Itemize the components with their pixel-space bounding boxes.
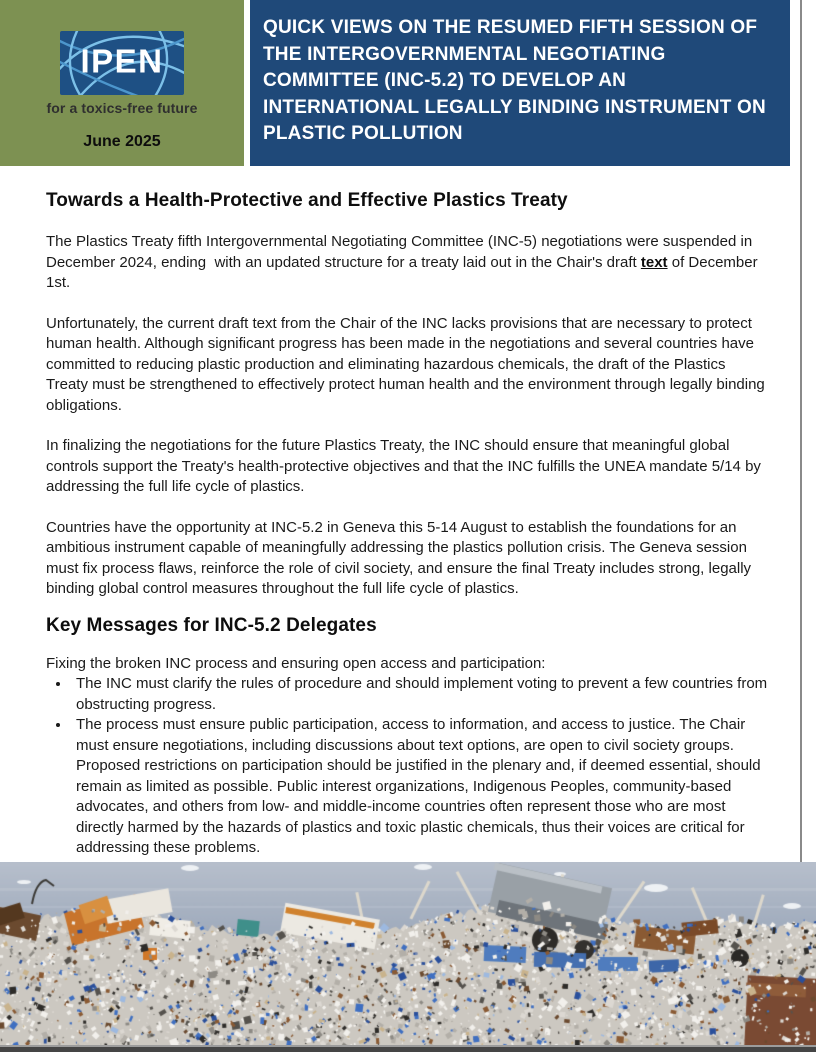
paragraph-unea-mandate: In finalizing the negotiations for the future Plastics Treaty, the INC should ensure that meaningful global controls support the Treaty's health-protective objectives and that the INC fulfills the UNEA mandate 5/14 by addressing the full life cycle of plastics. [46,437,761,495]
section-heading-treaty: Towards a Health-Protective and Effective Plastics Treaty [46,190,568,211]
paragraph-draft-lacks-provisions: Unfortunately, the current draft text from the Chair of the INC lacks provisions that are necessary to protect human health. Although significant progress has been made in the negotiations and several countries have committed to reducing plastic production and eliminating hazardous chemicals, the draft of the Plastics Treaty must be strengthened to effectively protect human health and the environment through legally binding obligations. [46,314,765,414]
ipen-logo [60,31,184,95]
bullet-list-intro: Fixing the broken INC process and ensuring open access and participation: [46,654,546,672]
paragraph-inc5-suspension [46,232,770,294]
key-messages-list [46,674,770,859]
document-title: QUICK VIEWS ON THE RESUMED FIFTH SESSION OF THE INTERGOVERNMENTAL NEGOTIATING COMMITTEE (INC-5.2) TO DEVELOP AN INTERNATIONAL LEGALLY BINDING INSTRUMENT ON PLASTIC POLLUTION [263,17,766,144]
issue-date: June 2025 [83,133,161,150]
list-item-public-participation: • The process must ensure public participation, access to information, and access to justice. The Chair must ensure negotiations, including discussions about text options, are open to civil society groups. Proposed restrictions on participation should be justified in the plenary and, if deemed essential, should remain as limited as possible. Public interest organizations, Indigenous Peoples, community-based advocates, and others from low- and middle-income countries often represent those who are most directly harmed by the hazards of plastics and toxic plastic chemicals, thus their voices are critical for addressing these problems. [71,715,770,859]
list-item-rules-of-procedure: • The INC must clarify the rules of procedure and should implement voting to prevent a few countries from obstructing progress. [71,674,770,715]
article-body [0,166,816,859]
paragraph-geneva-opportunity: Countries have the opportunity at INC-5.2 in Geneva this 5-14 August to establish the foundations for an ambitious instrument capable of meaningfully addressing the plastics pollution crisis. The Geneva session must fix process flaws, reinforce the role of civil society, and ensure the final Treaty includes strong, legally binding global control measures throughout the full life cycle of plastics. [46,518,752,597]
brand-panel [0,0,244,166]
paragraph-text: of December 1st. [46,253,758,291]
page-edge-line [800,0,802,862]
footer-bar [0,1045,816,1052]
masthead [0,0,816,166]
ipen-logo-text: IPEN [80,42,164,80]
logo-tagline: for a toxics-free future [46,100,198,116]
paragraph-text: The Plastics Treaty fifth Intergovernmental Negotiating Committee (INC-5) negotiations were suspended in December 2024, ending with an updated structure for a treaty laid out in the Chair's draft [46,233,753,271]
landfill-photo [0,862,816,1046]
chairs-draft-text-link[interactable]: text [640,253,668,271]
title-panel [250,0,790,166]
section-heading-key-messages: Key Messages for INC-5.2 Delegates [46,614,377,636]
